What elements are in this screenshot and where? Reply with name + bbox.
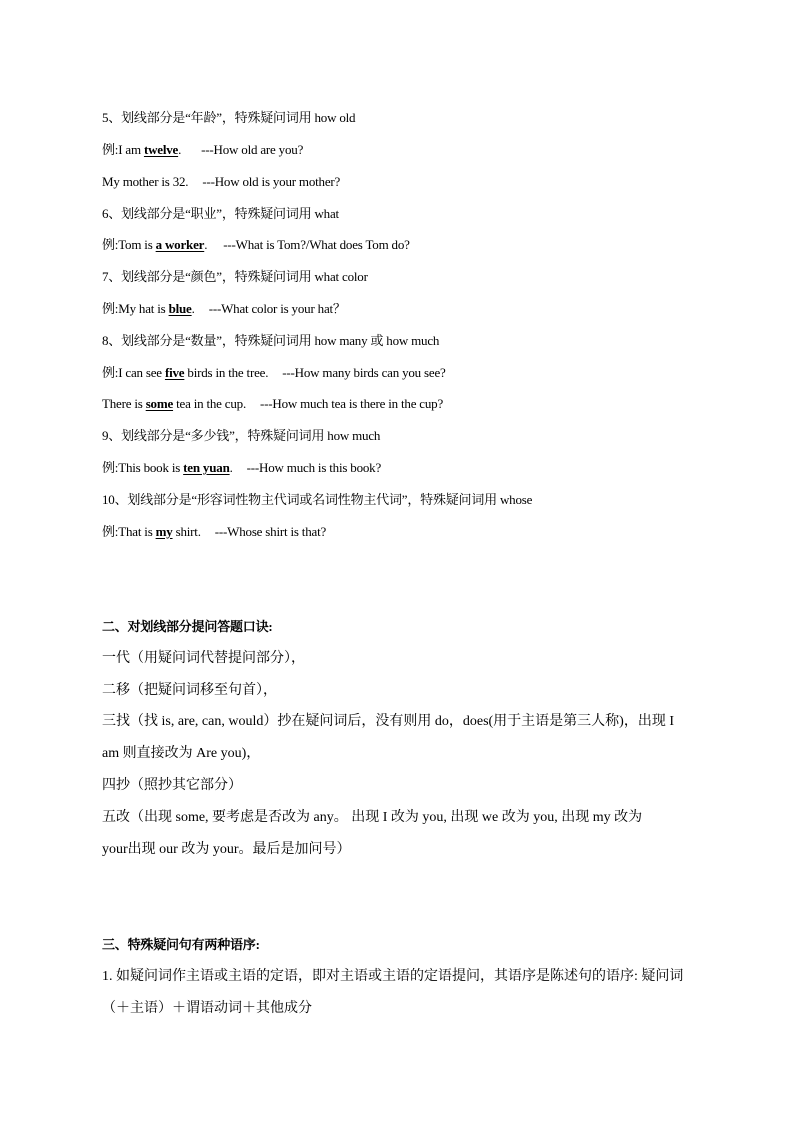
- answer-question: ---How old is your mother?: [202, 174, 341, 189]
- section-2-heading: 二、对划线部分提问答题口诀:: [102, 619, 273, 634]
- rule-5: 5、划线部分是“年龄”，特殊疑问词用 how old: [102, 110, 356, 125]
- example-text: 例:That is: [102, 524, 156, 539]
- example-text-post: .: [191, 301, 195, 316]
- mnemonic-line-1: 一代（用疑问词代替提问部分），: [102, 651, 305, 666]
- example-text: There is: [102, 396, 146, 411]
- section-3-heading: 三、特殊疑问句有两种语序:: [102, 937, 260, 952]
- underlined-part: blue: [168, 301, 192, 316]
- underlined-part: ten yuan: [183, 460, 230, 475]
- example-text: 例:My hat is: [102, 301, 169, 316]
- underlined-part: a worker: [155, 237, 205, 252]
- answer-question: ---How much is this book?: [246, 460, 382, 475]
- mnemonic-line-5-cont: your出现 our 改为 your。最后是加问号）: [102, 842, 351, 857]
- answer-question: ---How many birds can you see?: [282, 365, 446, 380]
- underlined-part: some: [145, 396, 174, 411]
- example-9-1: [102, 459, 381, 477]
- answer-question: ---How much tea is there in the cup?: [260, 396, 444, 411]
- example-text: 例:I can see: [102, 365, 165, 380]
- answer-question: ---What is Tom?/What does Tom do?: [223, 237, 410, 252]
- mnemonic-line-5: 五改（出现 some, 要考虑是否改为 any。 出现 I 改为 you, 出现 we 改为 you, 出现 my 改为: [102, 810, 643, 825]
- example-text-post: birds in the tree.: [184, 365, 269, 380]
- example-text: 例:Tom is: [102, 237, 156, 252]
- example-text: 例:This book is: [102, 460, 184, 475]
- example-8-2: [102, 395, 443, 413]
- example-text-post: shirt.: [172, 524, 201, 539]
- example-8-1: [102, 364, 446, 382]
- example-6-1: [102, 236, 410, 254]
- example-text-post: .: [229, 460, 233, 475]
- answer-question: ---Whose shirt is that?: [214, 524, 327, 539]
- rule-7: 7、划线部分是“颜色”，特殊疑问词用 what color: [102, 269, 368, 284]
- rule-10: 10、划线部分是“形容词性物主代词或名词性物主代词”，特殊疑问词用 whose: [102, 492, 533, 507]
- mnemonic-line-4: 四抄（照抄其它部分）: [102, 778, 242, 793]
- example-text-post: .: [204, 237, 208, 252]
- mnemonic-line-2: 二移（把疑问词移至句首），: [102, 683, 277, 698]
- rule-9: 9、划线部分是“多少钱”，特殊疑问词用 how much: [102, 428, 381, 443]
- example-5-1: [102, 141, 303, 159]
- underlined-part: twelve: [143, 142, 179, 157]
- rule-6: 6、划线部分是“职业”，特殊疑问词用 what: [102, 206, 339, 221]
- underlined-part: five: [164, 365, 185, 380]
- example-text: 例:I am: [102, 142, 144, 157]
- word-order-line-1-cont: （＋主语）＋谓语动词＋其他成分: [102, 1001, 312, 1016]
- word-order-line-1: 1. 如疑问词作主语或主语的定语，即对主语或主语的定语提问，其语序是陈述句的语序: 疑问词: [102, 969, 684, 984]
- example-text-post: tea in the cup.: [173, 396, 247, 411]
- example-text-post: .: [178, 142, 182, 157]
- rule-8: 8、划线部分是“数量”，特殊疑问词用 how many 或 how much: [102, 333, 440, 348]
- underlined-part: my: [155, 524, 173, 539]
- mnemonic-line-3: 三找（找 is, are, can, would）抄在疑问词后，没有则用 do，does(用于主语是第三人称)，出现 I: [102, 714, 675, 729]
- example-7-1: [102, 300, 346, 318]
- example-text: My mother is 32.: [102, 174, 189, 189]
- example-10-1: [102, 523, 326, 541]
- answer-question: ---How old are you?: [201, 142, 304, 157]
- mnemonic-line-3-cont: am 则直接改为 Are you)，: [102, 746, 261, 761]
- answer-question: ---What color is your hat？: [208, 301, 346, 316]
- example-5-2: [102, 173, 340, 191]
